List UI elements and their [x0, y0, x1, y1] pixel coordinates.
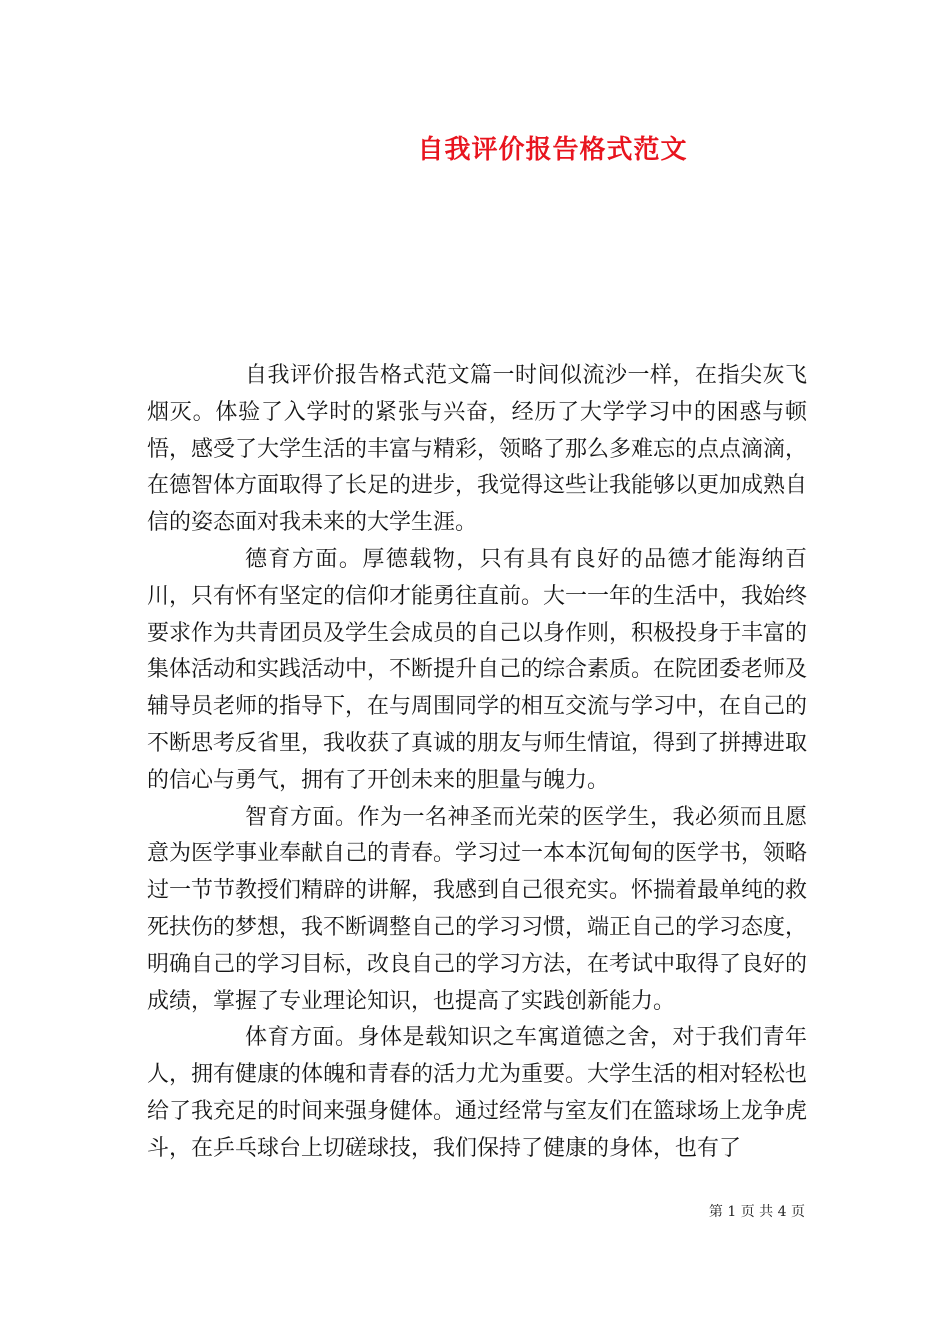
paragraph-intellectual-education: 智育方面。作为一名神圣而光荣的医学生，我必须而且愿意为医学事业奉献自己的青春。学习过一本本沉甸甸的医学书，领略过一节节教授们精辟的讲解，我感到自己很充实。怀揣着最单纯的救死扶伤的梦想，我不断调整自己的学习习惯，端正自己的学习态度，明确自己的学习目标，改良自己的学习方法，在考试中取得了良好的成绩，掌握了专业理论知识，也提高了实践创新能力。 — [147, 804, 808, 1014]
paragraph-physical-education: 体育方面。身体是载知识之车寓道德之舍，对于我们青年人，拥有健康的体魄和青春的活力尤为重要。大学生活的相对轻松也给了我充足的时间来强身健体。通过经常与室友们在篮球场上龙争虎斗，在乒乓球台上切磋球技，我们保持了健康的身体，也有了 — [147, 1025, 808, 1161]
paragraph-moral-education: 德育方面。厚德载物，只有具有良好的品德才能海纳百川，只有怀有坚定的信仰才能勇往直前。大一一年的生活中，我始终要求作为共青团员及学生会成员的自己以身作则，积极投身于丰富的集体活动和实践活动中，不断提升自己的综合素质。在院团委老师及辅导员老师的指导下，在与周围同学的相互交流与学习中，在自己的不断思考反省里，我收获了真诚的朋友与师生情谊，得到了拼搏进取的信心与勇气，拥有了开创未来的胆量与魄力。 — [147, 546, 808, 793]
paragraph-intro: 自我评价报告格式范文篇一时间似流沙一样，在指尖灰飞烟灭。体验了入学时的紧张与兴奋，经历了大学学习中的困惑与顿悟，感受了大学生活的丰富与精彩，领略了那么多难忘的点点滴滴，在德智体方面取得了长足的进步，我觉得这些让我能够以更加成熟自信的姿态面对我未来的大学生涯。 — [147, 363, 808, 536]
document-title: 自我评价报告格式范文 — [417, 135, 688, 165]
page-number-footer: 第 1 页 共 4 页 — [708, 1204, 805, 1220]
document-body — [147, 358, 807, 1168]
